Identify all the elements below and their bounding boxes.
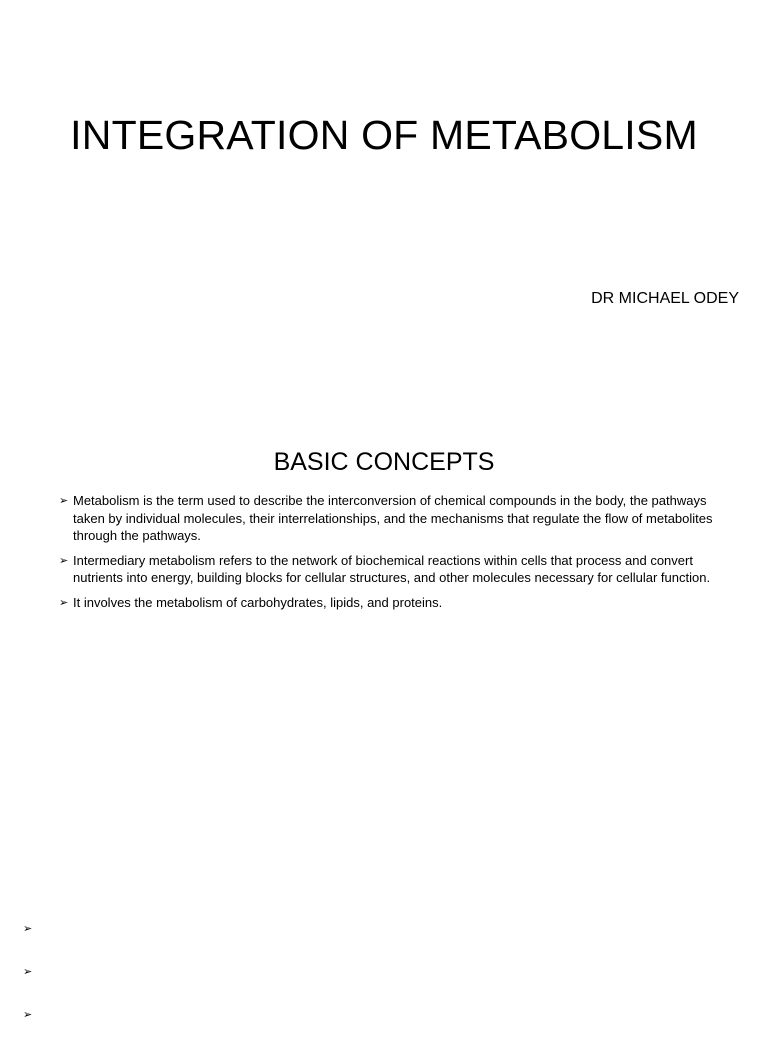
bullet-text: It involves the metabolism of carbohydrates, lipids, and proteins. — [73, 594, 443, 610]
arrow-bullet-icon: ➢ — [59, 595, 69, 609]
author-name: DR MICHAEL ODEY — [591, 290, 739, 307]
arrow-bullet-icon: ➢ — [23, 1008, 33, 1021]
page-title: INTEGRATION OF METABOLISM — [70, 112, 698, 158]
bullet-list — [59, 492, 719, 618]
basic-concepts-slide — [0, 430, 768, 1024]
section-heading: BASIC CONCEPTS — [273, 448, 495, 476]
title-slide — [0, 0, 768, 380]
arrow-bullet-icon: ➢ — [23, 922, 33, 935]
list-item — [59, 552, 719, 587]
list-item — [59, 594, 719, 612]
arrow-bullet-icon: ➢ — [59, 553, 69, 567]
bullet-text: Intermediary metabolism refers to the network of biochemical reactions within cells that process and convert nutrients into energy, building blocks for cellular structures, and other molecules necessary for cellular function. — [73, 552, 711, 585]
bullet-text: Metabolism is the term used to describe the interconversion of chemical compounds in the body, the pathways taken by individual molecules, their interrelationships, and the mechanisms that regulate the flow of metabolites through the pathways. — [73, 493, 713, 543]
arrow-bullet-icon: ➢ — [23, 965, 33, 978]
empty-bullet-list — [23, 920, 32, 1049]
list-item — [59, 492, 719, 545]
arrow-bullet-icon: ➢ — [59, 494, 69, 507]
